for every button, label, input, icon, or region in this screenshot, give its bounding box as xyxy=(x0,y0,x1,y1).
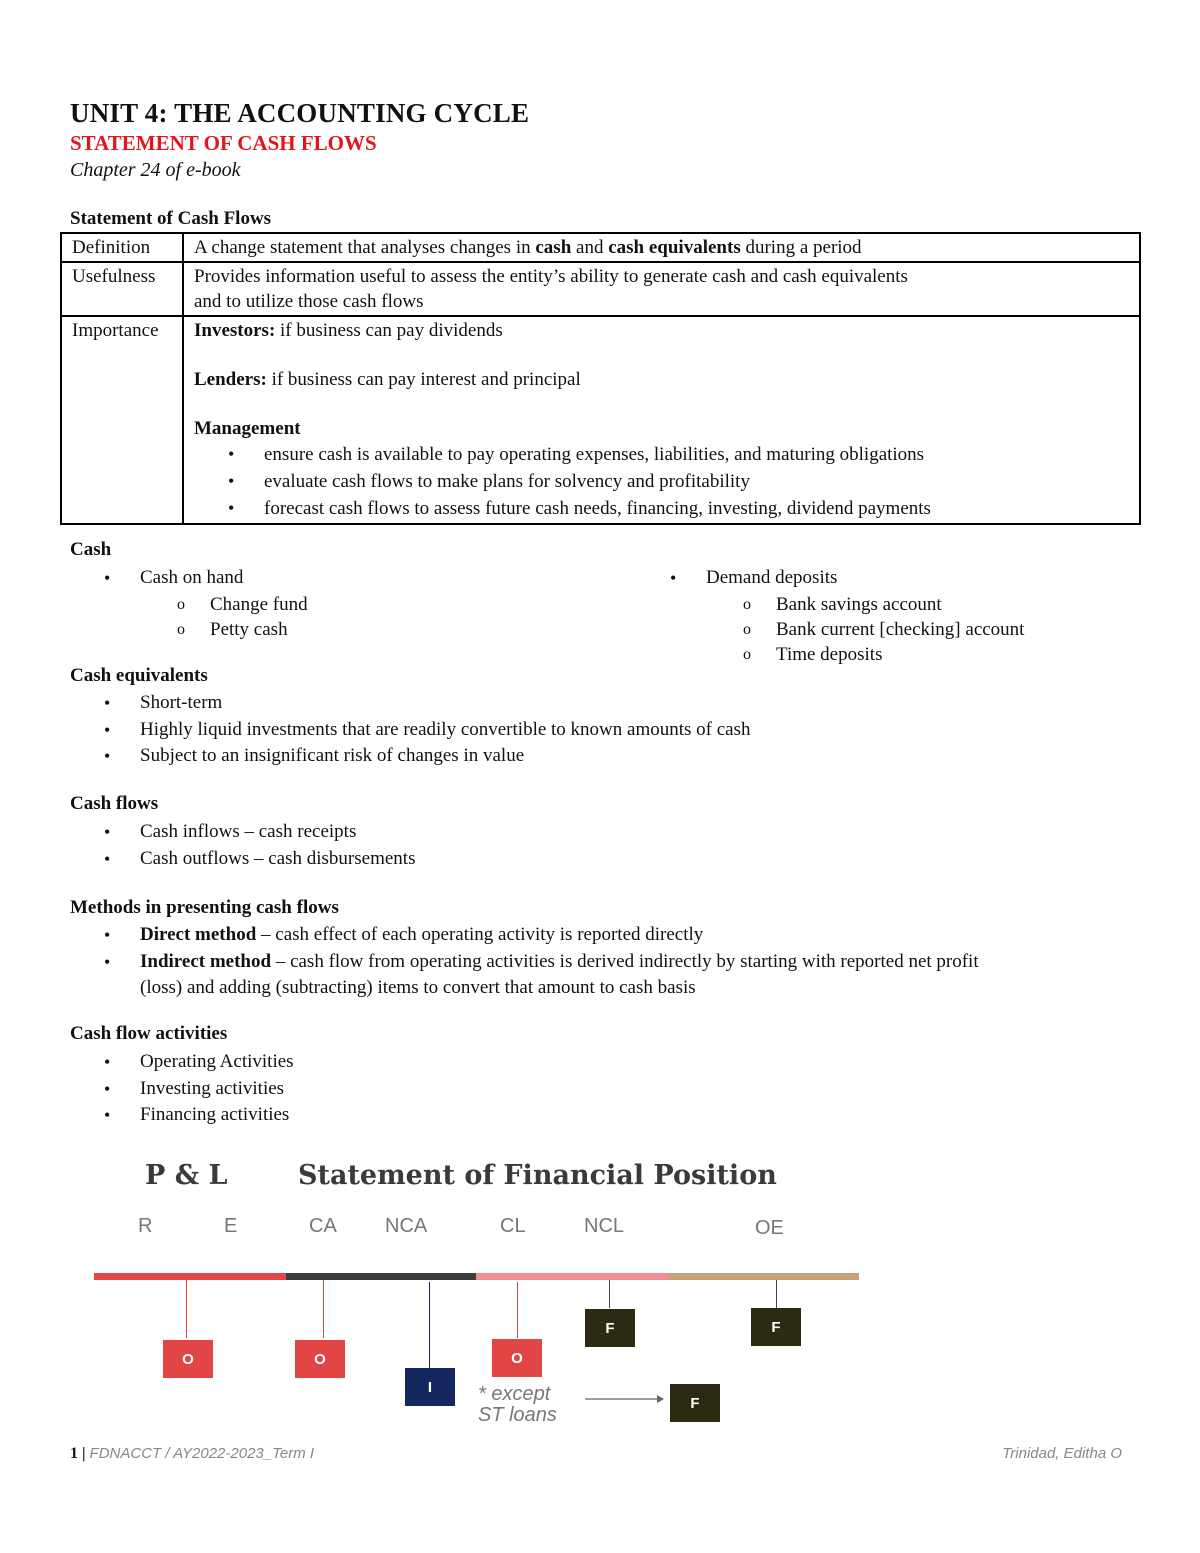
chapter-reference: Chapter 24 of e-book xyxy=(70,159,241,181)
financing-box-st-loans: F xyxy=(670,1384,720,1422)
table-row xyxy=(61,233,1140,262)
list-item: • ensure cash is available to pay operating expenses, liabilities, and maturing obligations xyxy=(264,441,1129,468)
cash-heading: Cash xyxy=(70,539,112,560)
table-row xyxy=(61,262,1140,316)
list-item: • Short-term xyxy=(70,690,1150,717)
usefulness-label: Usefulness xyxy=(61,262,183,316)
list-item: • Subject to an insignificant risk of changes in value xyxy=(70,743,1150,770)
list-item: o Time deposits xyxy=(636,642,1156,667)
list-item: o Bank current [checking] account xyxy=(636,617,1156,642)
list-item: • forecast cash flows to assess future cash needs, financing, investing, dividend payments xyxy=(264,495,1129,522)
cash-equivalents-heading: Cash equivalents xyxy=(70,665,208,686)
list-item: • Highly liquid investments that are readily convertible to known amounts of cash xyxy=(70,717,1150,744)
connector-line xyxy=(517,1282,518,1338)
operating-box-revenue-expense: O xyxy=(163,1340,213,1378)
list-item: • Demand deposits xyxy=(636,565,1156,592)
connector-line xyxy=(609,1280,610,1308)
list-item: • Operating Activities xyxy=(70,1049,1150,1076)
cash-col-1 xyxy=(70,565,630,642)
investing-box: I xyxy=(405,1368,455,1406)
definition-cell: A change statement that analyses changes in cash and cash equivalents during a period xyxy=(183,233,1140,262)
connector-line xyxy=(776,1280,777,1308)
list-item: • evaluate cash flows to make plans for solvency and profitability xyxy=(264,468,1129,495)
label-revenue: R xyxy=(138,1215,153,1237)
management-list xyxy=(194,441,1129,522)
definition-label: Definition xyxy=(61,233,183,262)
pl-bar-segment xyxy=(94,1273,286,1280)
course-code: FDNACCT / AY2022-2023_Term I xyxy=(89,1445,315,1462)
methods-list xyxy=(70,922,1160,1002)
cash-equivalents-list xyxy=(70,690,1150,770)
list-item: • Cash outflows – cash disbursements xyxy=(70,846,1150,873)
lenders-line: Lenders: if business can pay interest and principal xyxy=(194,369,581,390)
label-current-assets: CA xyxy=(309,1215,337,1237)
importance-cell xyxy=(183,316,1140,524)
footer-author: Trinidad, Editha O xyxy=(1002,1445,1122,1462)
management-heading: Management xyxy=(194,418,301,439)
methods-heading: Methods in presenting cash flows xyxy=(70,897,339,918)
equity-bar-segment xyxy=(668,1273,859,1280)
activities-list xyxy=(70,1049,1150,1129)
assets-bar-segment xyxy=(286,1273,476,1280)
liabilities-bar-segment xyxy=(476,1273,668,1280)
list-item: • Direct method – cash effect of each operating activity is reported directly xyxy=(70,922,1160,949)
operating-box-current-assets: O xyxy=(295,1340,345,1378)
list-item: • Investing activities xyxy=(70,1076,1150,1103)
importance-label: Importance xyxy=(61,316,183,524)
arrow-right-icon xyxy=(585,1392,665,1406)
label-noncurrent-assets: NCA xyxy=(385,1215,428,1237)
sfp-title: Statement of Financial Position xyxy=(298,1160,777,1191)
connector-line xyxy=(186,1280,187,1338)
operating-box-current-liabilities: O xyxy=(492,1339,542,1377)
investors-line: Investors: if business can pay dividends xyxy=(194,320,503,341)
sof-table-heading: Statement of Cash Flows xyxy=(70,208,272,229)
label-owners-equity: OE xyxy=(755,1217,784,1239)
sof-table xyxy=(60,232,1141,525)
page-title: UNIT 4: THE ACCOUNTING CYCLE xyxy=(70,98,530,128)
label-noncurrent-liabilities: NCL xyxy=(584,1215,625,1237)
pl-title: P & L xyxy=(145,1160,228,1191)
list-item: • Cash on hand xyxy=(70,565,630,592)
connector-line xyxy=(429,1282,430,1368)
cash-flows-heading: Cash flows xyxy=(70,793,159,814)
cash-col-2 xyxy=(636,565,1156,667)
page-number: 1 xyxy=(70,1445,78,1462)
connector-line xyxy=(323,1280,324,1338)
list-item: o Change fund xyxy=(70,592,630,617)
table-row xyxy=(61,316,1140,524)
label-expenses: E xyxy=(224,1215,238,1237)
list-item: • Cash inflows – cash receipts xyxy=(70,819,1150,846)
cash-flows-list xyxy=(70,819,1150,872)
page-subtitle: STATEMENT OF CASH FLOWS xyxy=(70,131,377,155)
financing-box-ncl: F xyxy=(585,1309,635,1347)
financing-box-equity: F xyxy=(751,1308,801,1346)
usefulness-cell: Provides information useful to assess the entity’s ability to generate cash and cash equivalents and to utilize those cash flows xyxy=(183,262,1140,316)
except-note: * except ST loans xyxy=(478,1383,557,1426)
list-item: • Financing activities xyxy=(70,1102,1150,1129)
label-current-liabilities: CL xyxy=(500,1215,526,1237)
list-item: o Petty cash xyxy=(70,617,630,642)
list-item: o Bank savings account xyxy=(636,592,1156,617)
list-item: • Indirect method – cash flow from operating activities is derived indirectly by starting with reported net profit (loss) and adding (subtracting) items to convert that amount to cash basis xyxy=(70,949,1160,1002)
footer-left: 1 | FDNACCT / AY2022-2023_Term I xyxy=(70,1445,315,1462)
activities-heading: Cash flow activities xyxy=(70,1023,228,1044)
